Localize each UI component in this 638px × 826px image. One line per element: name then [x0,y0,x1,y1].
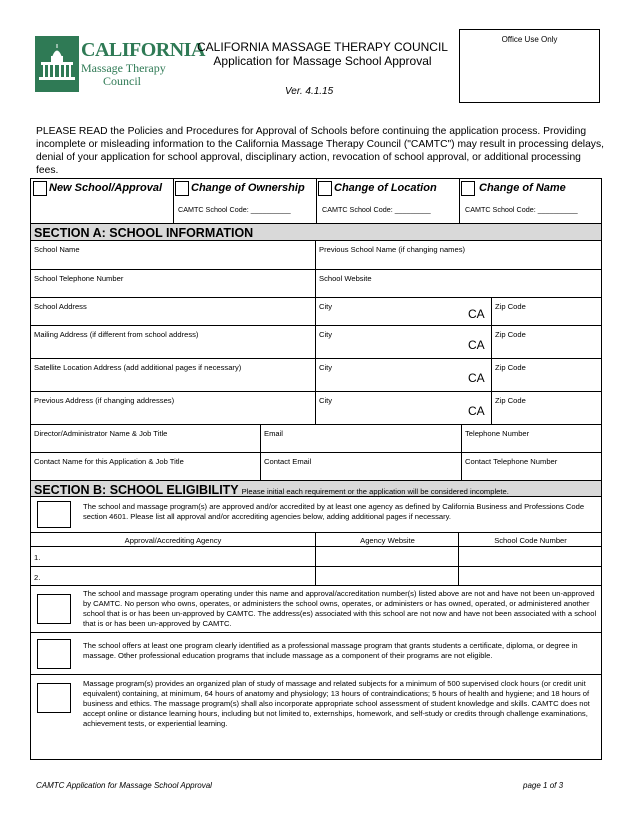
satellite-row [31,358,601,391]
agency-header-row [31,532,601,546]
address-city-field[interactable]: City [319,302,333,311]
agency-row-1 [31,546,601,566]
office-use-box [459,29,600,103]
change-location-checkbox[interactable] [318,181,332,196]
change-name-checkbox[interactable] [461,181,475,196]
agency-row-1-code[interactable] [458,547,601,566]
school-phone-field[interactable]: School Telephone Number [34,274,124,283]
previous-zip-field[interactable]: Zip Code [495,396,526,405]
footer-title: CAMTC Application for Massage School Approval [36,781,212,790]
director-name-field[interactable]: Director/Administrator Name & Job Title [34,429,168,438]
previous-state: CA [468,404,485,418]
requirement-3-row [31,632,601,674]
col-code-header: School Code Number [494,536,567,545]
logo-line3: Council [103,74,141,88]
page-subtitle: Application for Massage School Approval [213,54,432,68]
logo-line1: CALIFORNIA [81,39,205,61]
requirement-1-initial-box[interactable] [37,501,71,528]
requirement-1-text: The school and massage program(s) are approved and/or accredited by at least one agency as defined by California Business and Professions Code section 4601. Please list all approval and/or accrediting agencies below, adding additional pages if necessary. [83,502,585,521]
requirement-4-row [31,674,601,761]
requirement-3-initial-box[interactable] [37,639,71,669]
mailing-address-field[interactable]: Mailing Address (if different from school address) [34,330,199,339]
school-website-field[interactable]: School Website [319,274,372,283]
requirement-3-text: The school offers at least one program clearly identified as a professional massage program that grants students a certificate, diploma, or degree in massage. Other professional education programs that include massage as a component of their programs are not eligible. [83,641,578,660]
contact-row [31,452,601,480]
version-label: Ver. 4.1.15 [285,86,334,97]
director-row [31,424,601,452]
contact-email-field[interactable]: Contact Email [264,457,312,466]
agency-row-2-number[interactable]: 2. [34,573,41,582]
section-a-header [31,223,601,241]
agency-row-1-website[interactable] [315,547,458,566]
school-name-row [31,241,601,269]
mailing-row [31,325,601,358]
satellite-state: CA [468,371,485,385]
header-title-block [180,40,465,68]
mailing-city-field[interactable]: City [319,330,333,339]
director-phone-field[interactable]: Telephone Number [465,429,530,438]
requirement-2-initial-box[interactable] [37,594,71,624]
application-form [30,178,602,760]
section-a-title: SECTION A: SCHOOL INFORMATION [34,226,254,240]
previous-address-field[interactable]: Previous Address (if changing addresses) [34,396,175,405]
school-name-field[interactable]: School Name [34,245,80,254]
contact-phone-field[interactable]: Contact Telephone Number [465,457,558,466]
requirement-4-initial-box[interactable] [37,683,71,713]
option-change-location-label: Change of Location [334,182,437,194]
option-new-school-label: New School/Approval [49,182,163,194]
new-school-checkbox[interactable] [33,181,47,196]
ownership-school-code: CAMTC School Code: __________ [178,205,291,214]
office-use-label: Office Use Only [501,35,558,44]
address-row [31,297,601,325]
requirement-4-text: Massage program(s) provides an organized plan of study of massage and related subjects for a minimum of 500 supervised clock hours (or credit unit equivalent) containing, at minimum, 64 hours of anatomy and physiology; 13 hours of contraindications; 5 hours of health and hygiene; and 18 hours of business and ethics. The massage program(s) shall also incorporate appropriate school assessment of student knowledge and skills. CAMTC does not accept online or distance learning hours, including but not limited to, externships, homework, and self-study or credits through challenge examinations, achievement tests, or experiential learning. [83,679,590,728]
school-address-field[interactable]: School Address [34,302,87,311]
col-agency-header: Approval/Accrediting Agency [124,536,222,545]
agency-row-1-number[interactable]: 1. [34,553,41,562]
page-number: page 1 of 3 [523,781,564,790]
section-b-header [31,480,601,497]
option-change-ownership-label: Change of Ownership [191,182,305,194]
requirement-1-row [31,497,601,532]
agency-row-2 [31,566,601,585]
director-email-field[interactable]: Email [264,429,283,438]
change-ownership-checkbox[interactable] [175,181,189,196]
contact-name-field[interactable]: Contact Name for this Application & Job Title [34,457,184,466]
satellite-address-field[interactable]: Satellite Location Address (add additional pages if necessary) [34,363,242,372]
address-zip-field[interactable]: Zip Code [495,302,526,311]
camtc-logo [35,36,205,92]
option-change-name-label: Change of Name [479,182,566,194]
satellite-city-field[interactable]: City [319,363,333,372]
phone-row [31,269,601,297]
previous-school-name-field[interactable]: Previous School Name (if changing names) [319,245,466,254]
satellite-zip-field[interactable]: Zip Code [495,363,526,372]
requirement-2-row [31,585,601,632]
logo-line2: Massage Therapy [81,61,166,75]
mailing-state: CA [468,338,485,352]
section-b-title: SECTION B: SCHOOL ELIGIBILITY [34,483,239,497]
agency-row-2-code[interactable] [458,567,601,585]
section-b-note: Please initial each requirement or the application will be considered incomplete. [241,487,509,496]
agency-row-2-website[interactable] [315,567,458,585]
capitol-building-icon [35,36,79,92]
address-state: CA [468,307,485,321]
previous-address-row [31,391,601,424]
previous-city-field[interactable]: City [319,396,333,405]
page-title: CALIFORNIA MASSAGE THERAPY COUNCIL [197,40,448,54]
intro-paragraph: PLEASE READ the Policies and Procedures for Approval of Schools before continuing the application process. Providing incomplete or misleading information to the California Massage Therapy Council ("CAMTC") may result in processing delays, denial of your application for school approval, disciplinary action, revocation of school approval, or additional processing fees. [36,126,604,176]
application-type-row [31,179,601,223]
requirement-2-text: The school and massage program operating under this name and approval/accreditation number(s) listed above are not and have not been un-approved by CAMTC. No person who owns, operates, or administers the school owns, operates, or administers or has owned, operated, or administered another school that is or has been un-approved by CAMTC. The address(es) associated with this school are not now and have not been associated with a school that is or has been un-approved by CAMTC. [83,589,597,628]
name-school-code: CAMTC School Code: __________ [465,205,578,214]
mailing-zip-field[interactable]: Zip Code [495,330,526,339]
col-website-header: Agency Website [360,536,415,545]
location-school-code: CAMTC School Code: _________ [322,205,431,214]
